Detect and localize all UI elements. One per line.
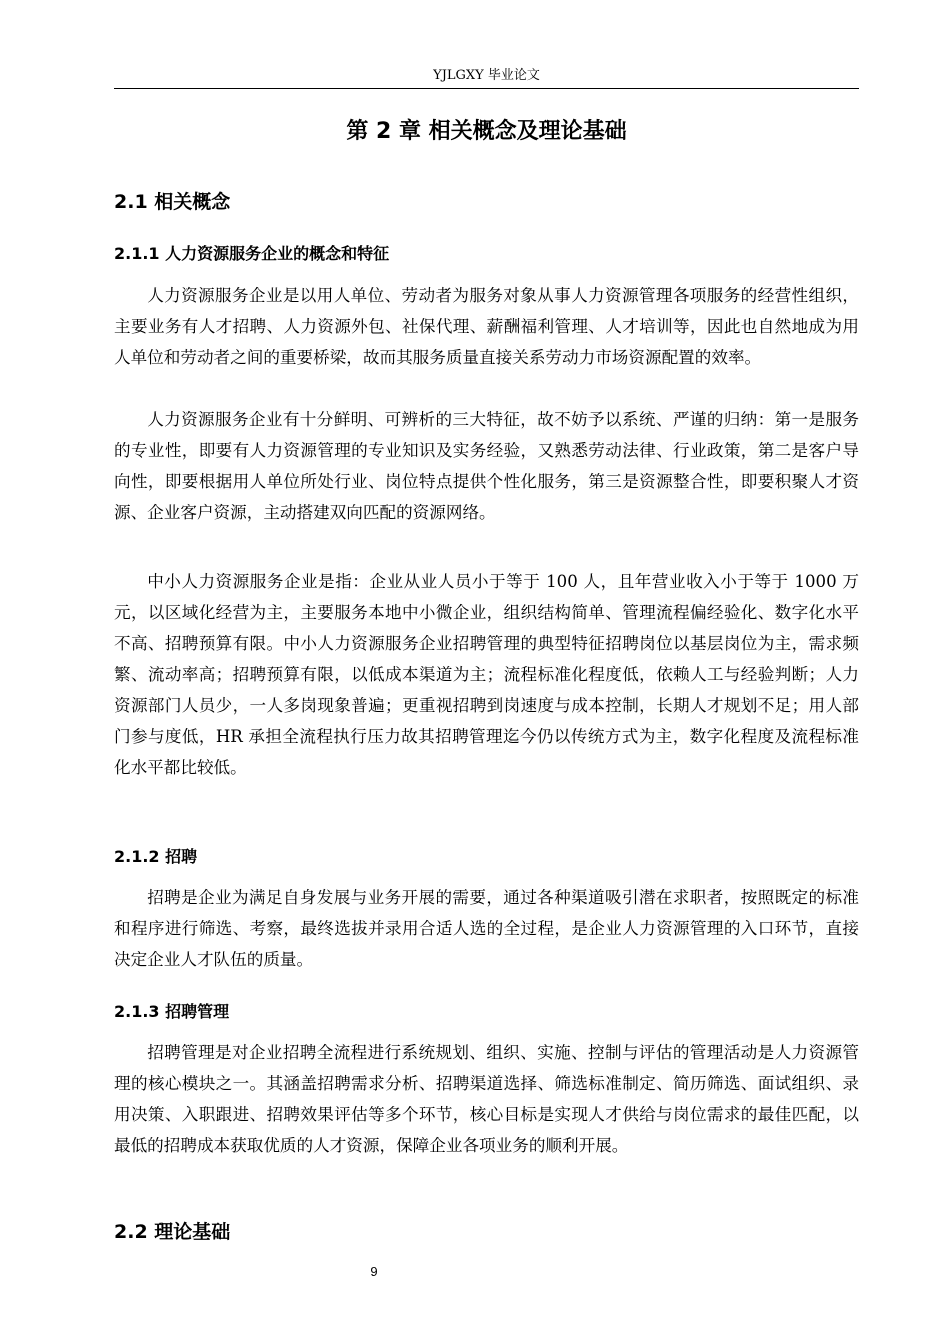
running-header: YJLGXY 毕业论文 — [433, 68, 540, 83]
chapter-title: 第 2 章 相关概念及理论基础 — [346, 119, 627, 144]
paragraph: 人力资源服务企业有十分鲜明、可辨析的三大特征，故不妨予以系统、严谨的归纳：第一是服务的专业性，即要有人力资源管理的专业知识及实务经验，又熟悉劳动法律、行业政策，第二是客户导向性，即要根据用人单位所处行业、岗位特点提供个性化服务，第三是资源整合性，即要积聚人才资源、企业客户资源，主动搭建双向匹配的资源网络。 — [114, 410, 859, 522]
subsection-heading-2-1-3: 2.1.3 招聘管理 — [114, 1002, 230, 1021]
section-heading-2-2: 2.2 理论基础 — [114, 1221, 231, 1243]
page-number: 9 — [370, 1264, 378, 1279]
header-rule — [114, 88, 859, 89]
paragraph: 人力资源服务企业是以用人单位、劳动者为服务对象从事人力资源管理各项服务的经营性组织，主要业务有人才招聘、人力资源外包、社保代理、薪酬福利管理、人才培训等，因此也自然地成为用人单位和劳动者之间的重要桥梁，故而其服务质量直接关系劳动力市场资源配置的效率。 — [114, 286, 859, 367]
paragraph: 中小人力资源服务企业是指：企业从业人员小于等于 100 人，且年营业收入小于等于 1000 万元，以区域化经营为主，主要服务本地中小微企业，组织结构简单、管理流程偏经验化、数字化水平不高、招聘预算有限。中小人力资源服务企业招聘管理的典型特征招聘岗位以基层岗位为主，需求频繁、流动率高；招聘预算有限，以低成本渠道为主；流程标准化程度低，依赖人工与经验判断；人力资源部门人员少，一人多岗现象普遍；更重视招聘到岗速度与成本控制，长期人才规划不足；用人部门参与度低，HR 承担全流程执行压力故其招聘管理迄今仍以传统方式为主，数字化程度及流程标准化水平都比较低。 — [114, 572, 859, 777]
subsection-heading-2-1-1: 2.1.1 人力资源服务企业的概念和特征 — [114, 244, 390, 263]
paragraph: 招聘管理是对企业招聘全流程进行系统规划、组织、实施、控制与评估的管理活动是人力资源管理的核心模块之一。其涵盖招聘需求分析、招聘渠道选择、筛选标准制定、简历筛选、面试组织、录用决策、入职跟进、招聘效果评估等多个环节，核心目标是实现人才供给与岗位需求的最佳匹配，以最低的招聘成本获取优质的人才资源，保障企业各项业务的顺利开展。 — [114, 1043, 859, 1155]
paragraph: 招聘是企业为满足自身发展与业务开展的需要，通过各种渠道吸引潜在求职者，按照既定的标准和程序进行筛选、考察，最终选拔并录用合适人选的全过程，是企业人力资源管理的入口环节，直接决定企业人才队伍的质量。 — [114, 888, 859, 969]
section-heading-2-1: 2.1 相关概念 — [114, 191, 231, 213]
subsection-heading-2-1-2: 2.1.2 招聘 — [114, 847, 198, 866]
